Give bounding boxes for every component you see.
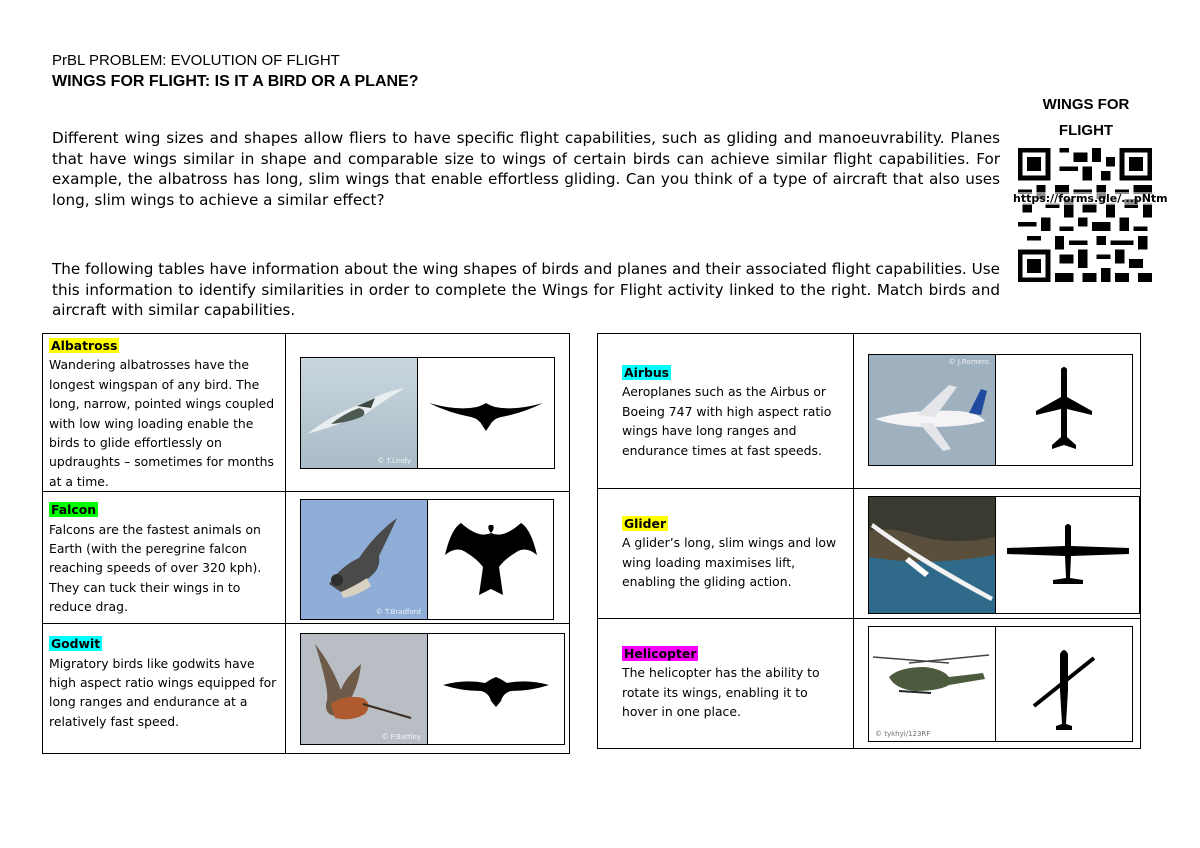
- falcon-photo: [300, 499, 428, 620]
- falcon-silhouette-icon: [428, 499, 554, 620]
- intro-paragraph-1: Different wing sizes and shapes allow fliers to have specific flight capabilities, such as gliding and manoeuvrability. Planes that have wings similar in shape and comparable size to wings of certain birds can achieve similar flight capabilities. For example, the albatross has long, slim wings that enable effortless gliding. Can you think of a type of aircraft that also uses long, slim wings to achieve a similar effect?: [52, 129, 1000, 209]
- qr-title: WINGS FOR FLIGHT: [1042, 96, 1130, 139]
- photo-credit: © J.Romero: [948, 358, 989, 366]
- plane-description-glider: A glider’s long, slim wings and low wing loading maximises lift, enabling the gliding action.: [622, 535, 837, 590]
- bird-description-falcon: Falcons are the fastest animals on Earth (with the peregrine falcon reaching speeds of over 320 kph). They can tuck their wings in to reduce drag.: [49, 521, 262, 615]
- glider-silhouette-icon: [996, 496, 1140, 614]
- photo-credit: © tykhyi/123RF: [875, 730, 931, 738]
- photo-credit: © T.Bradford: [375, 608, 421, 617]
- table-row: [598, 619, 1141, 749]
- table-row: [43, 624, 570, 754]
- photo-credit: © P.Battley: [381, 733, 421, 742]
- godwit-silhouette-icon: [428, 633, 565, 745]
- albatross-silhouette-icon: [418, 357, 555, 469]
- table-row: [43, 334, 570, 492]
- bird-description-godwit: Migratory birds like godwits have high aspect ratio wings equipped for long ranges and endurance at a relatively fast speed.: [49, 655, 277, 729]
- albatross-photo: [300, 357, 418, 469]
- table-row: [598, 334, 1141, 489]
- airbus-photo-image: [869, 355, 995, 465]
- helicopter-silhouette-icon: [996, 626, 1133, 742]
- table-row: [43, 492, 570, 624]
- airliner-silhouette-icon: [996, 354, 1133, 466]
- helicopter-photo: [868, 626, 996, 742]
- glider-photo: [868, 496, 996, 614]
- document-title: WINGS FOR FLIGHT: IS IT A BIRD OR A PLANE?: [52, 73, 419, 90]
- plane-name-glider: Glider: [624, 516, 667, 531]
- plane-name-helicopter: Helicopter: [624, 646, 697, 661]
- photo-credit: © T.Lindy: [377, 457, 411, 465]
- plane-description-helicopter: The helicopter has the ability to rotate its wings, enabling it to hover in one place.: [622, 665, 820, 720]
- bird-name-falcon: Falcon: [51, 502, 97, 518]
- bird-name-godwit: Godwit: [51, 636, 101, 652]
- birds-table: [42, 333, 570, 754]
- plane-description-airbus: Aeroplanes such as the Airbus or Boeing 747 with high aspect ratio wings have long ranges and endurance times at fast speeds.: [622, 384, 832, 458]
- falcon-photo-image: [301, 500, 427, 619]
- glider-photo-image: [869, 497, 995, 613]
- bird-name-albatross: Albatross: [51, 338, 118, 353]
- bird-description-albatross: Wandering albatrosses have the longest wingspan of any bird. The long, narrow, pointed wings coupled with low wing loading enable the birds to glide effortlessly on updraughts – sometimes for months at a time.: [49, 357, 275, 489]
- albatross-photo-image: [301, 358, 417, 468]
- document-subtitle: PrBL PROBLEM: EVOLUTION OF FLIGHT: [52, 52, 340, 69]
- intro-paragraph-2: The following tables have information about the wing shapes of birds and planes and their associated flight capabilities. Use this information to identify similarities in order to complete the Wings for Flight activity linked to the right. Match birds and aircraft with similar capabilities.: [52, 260, 1000, 319]
- table-row: [598, 489, 1141, 619]
- qr-url-text[interactable]: https://forms.gle/...pNtm: [1013, 192, 1168, 205]
- planes-table: [597, 333, 1141, 749]
- godwit-photo: [300, 633, 428, 745]
- godwit-photo-image: [301, 634, 427, 744]
- helicopter-photo-image: [869, 627, 995, 741]
- qr-code[interactable]: [1018, 148, 1152, 282]
- airbus-photo: [868, 354, 996, 466]
- plane-name-airbus: Airbus: [624, 365, 670, 380]
